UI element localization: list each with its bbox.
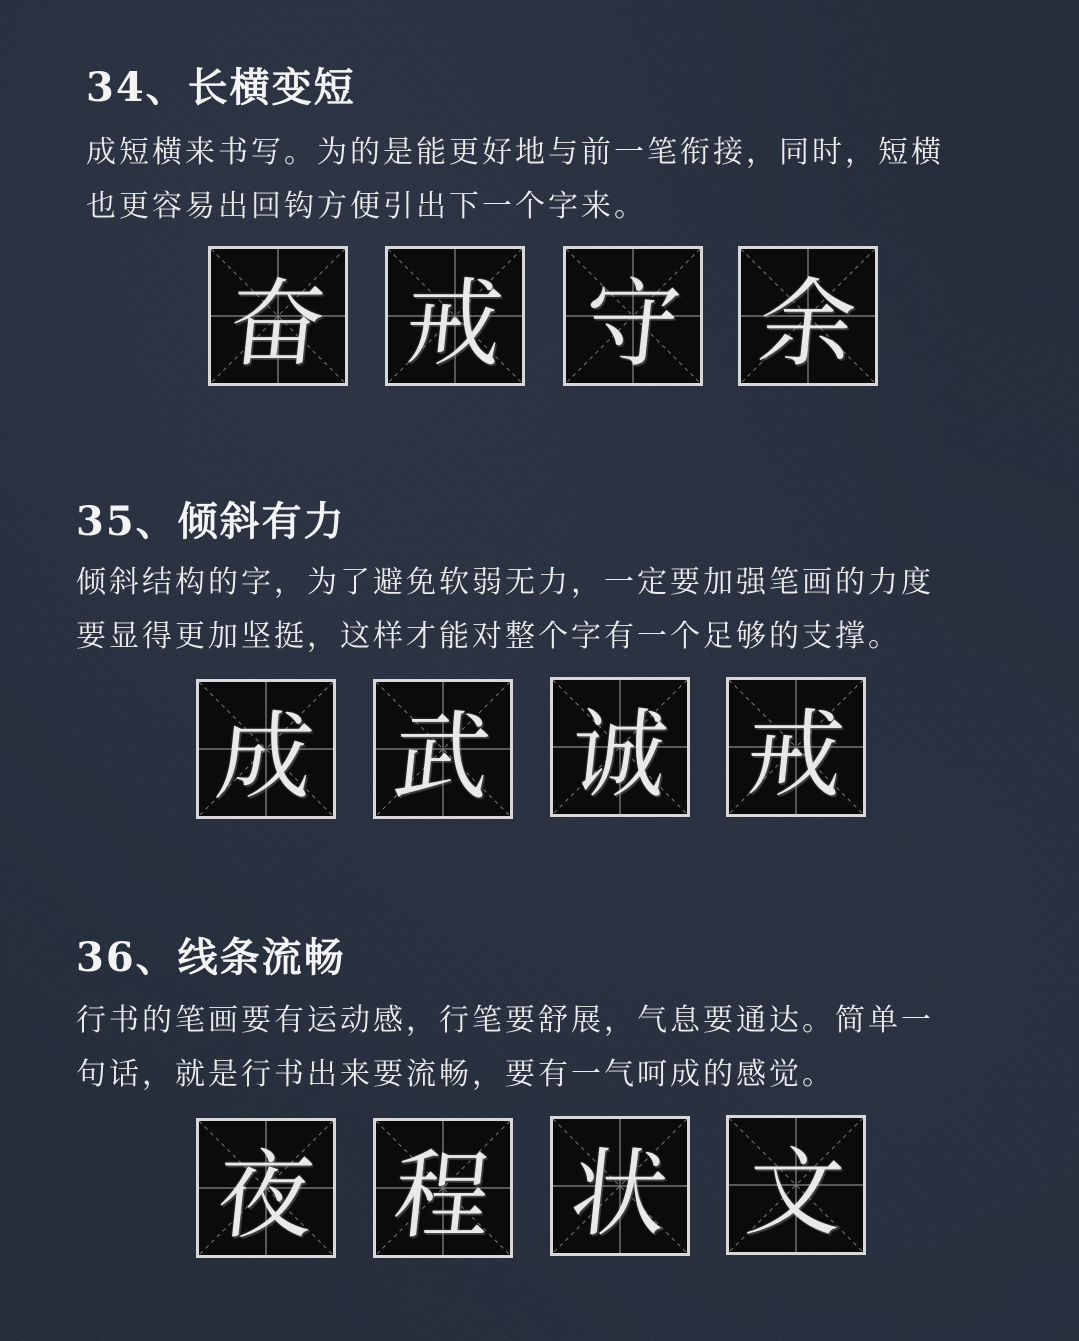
- calligraphy-character: 程: [388, 1139, 497, 1252]
- character-tile: [550, 677, 690, 817]
- character-tile: [550, 1116, 690, 1256]
- calligraphy-character: 戒: [741, 698, 850, 811]
- calligraphy-character: 守: [578, 267, 687, 380]
- section-description: [76, 994, 1036, 1102]
- calligraphy-character: 武: [388, 700, 497, 813]
- section-description: [86, 126, 1046, 234]
- description-line: 要显得更加坚挺，这样才能对整个字有一个足够的支撑。: [76, 619, 901, 654]
- character-tile: [563, 246, 703, 386]
- description-line: 行书的笔画要有运动感，行笔要舒展，气息要通达。简单一: [76, 1003, 934, 1038]
- character-tile: [196, 679, 336, 819]
- character-tile: [385, 246, 525, 386]
- description-line: 句话，就是行书出来要流畅，要有一气呵成的感觉。: [76, 1057, 835, 1092]
- character-tile: [373, 679, 513, 819]
- calligraphy-character: 戒: [400, 267, 509, 380]
- character-tile: [726, 1115, 866, 1255]
- character-tile: [373, 1118, 513, 1258]
- character-tile: [738, 246, 878, 386]
- calligraphy-character: 余: [753, 267, 862, 380]
- description-line: 成短横来书写。为的是能更好地与前一笔衔接，同时，短横: [86, 135, 944, 170]
- section-title: 34、长横变短: [86, 64, 356, 111]
- calligraphy-character: 文: [741, 1136, 850, 1249]
- calligraphy-character: 状: [565, 1137, 674, 1250]
- section-description: [76, 556, 1036, 664]
- character-tiles: [196, 1115, 876, 1265]
- description-line: 也更容易出回钩方便引出下一个字来。: [86, 189, 647, 224]
- calligraphy-character: 诚: [565, 698, 674, 811]
- character-tile: [726, 677, 866, 817]
- calligraphy-character: 成: [211, 700, 320, 813]
- character-tiles: [208, 246, 888, 396]
- calligraphy-character: 奋: [223, 267, 332, 380]
- calligraphy-character: 夜: [211, 1139, 320, 1252]
- character-tile: [208, 246, 348, 386]
- character-tiles: [196, 677, 876, 827]
- section-title: 36、线条流畅: [76, 934, 346, 981]
- section-title: 35、倾斜有力: [76, 498, 346, 545]
- character-tile: [196, 1118, 336, 1258]
- description-line: 倾斜结构的字，为了避免软弱无力，一定要加强笔画的力度: [76, 565, 934, 600]
